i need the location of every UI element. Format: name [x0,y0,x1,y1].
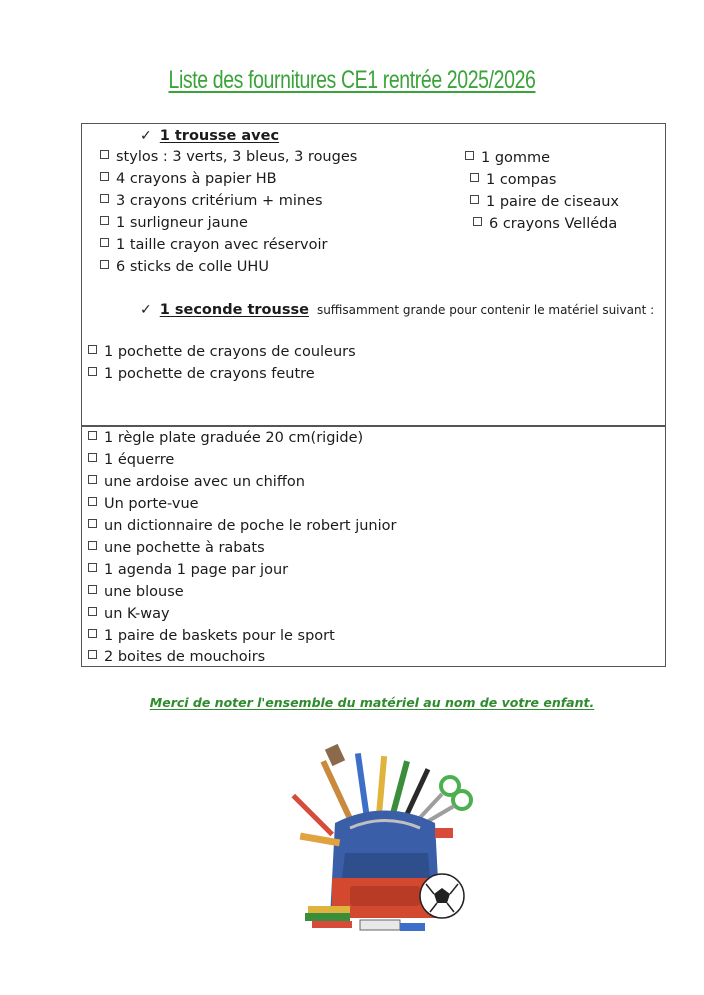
page-title: Liste des fournitures CE1 rentrée 2025/2026 [168,66,536,94]
checkbox-icon [88,367,97,376]
checkbox-icon [88,345,97,354]
checkbox-icon [100,216,109,225]
soccer-ball-icon [420,874,464,918]
list-item: 1 taille crayon avec réservoir [100,235,328,255]
checkbox-icon [88,607,97,616]
list-item: une pochette à rabats [88,538,265,558]
checkbox-icon [470,173,479,182]
section2-heading: 1 seconde trousse [159,302,309,318]
list-item: 1 pochette de crayons feutre [88,364,315,384]
list-item: une ardoise avec un chiffon [88,472,305,492]
list-item: 1 paire de ciseaux [470,192,619,212]
checkbox-icon [100,194,109,203]
list-item: 1 règle plate graduée 20 cm(rigide) [88,428,363,448]
ruler-icon [300,833,341,847]
checkbox-icon [88,497,97,506]
list-item: un dictionnaire de poche le robert junior [88,516,396,536]
checkbox-icon [88,541,97,550]
checkbox-icon [470,195,479,204]
list-item: 1 compas [470,170,556,190]
list-item: un K-way [88,604,170,624]
list-item: 1 équerre [88,450,174,470]
checkbox-icon [465,151,474,160]
list-item: 6 crayons Velléda [473,214,617,234]
list-item: 1 pochette de crayons de couleurs [88,342,356,362]
checkbox-icon [88,563,97,572]
section1-heading: 1 trousse avec [159,128,280,144]
list-item: Un porte-vue [88,494,199,514]
list-item: 4 crayons à papier HB [100,169,277,189]
checkbox-icon [100,150,109,159]
checkmark-icon: ✓ [140,128,152,144]
checkbox-icon [100,172,109,181]
list-item: 1 gomme [465,148,550,168]
list-item: 1 surligneur jaune [100,213,248,233]
checkbox-icon [88,475,97,484]
list-item: 1 agenda 1 page par jour [88,560,288,580]
section2-subtitle: suffisamment grande pour contenir le matériel suivant : [316,303,655,317]
checkbox-icon [88,519,97,528]
footer-note: Merci de noter l'ensemble du matériel au nom de votre enfant. [149,695,595,710]
list-item: 1 paire de baskets pour le sport [88,626,335,646]
eraser-icon [435,828,453,838]
section2-heading-row [140,300,654,320]
list-item: une blouse [88,582,184,602]
checkbox-icon [100,260,109,269]
checkbox-icon [88,650,97,659]
checkbox-icon [88,431,97,440]
list-item: 3 crayons critérium + mines [100,191,323,211]
section1-heading-row [140,126,279,146]
checkbox-icon [473,217,482,226]
checkbox-icon [88,585,97,594]
checkbox-icon [88,629,97,638]
checkbox-icon [100,238,109,247]
checkbox-icon [88,453,97,462]
checkmark-icon: ✓ [140,302,152,318]
list-item: 2 boites de mouchoirs [88,647,265,667]
school-backpack-illustration [290,738,480,938]
list-item: 6 sticks de colle UHU [100,257,269,277]
list-item: stylos : 3 verts, 3 bleus, 3 rouges [100,147,357,167]
